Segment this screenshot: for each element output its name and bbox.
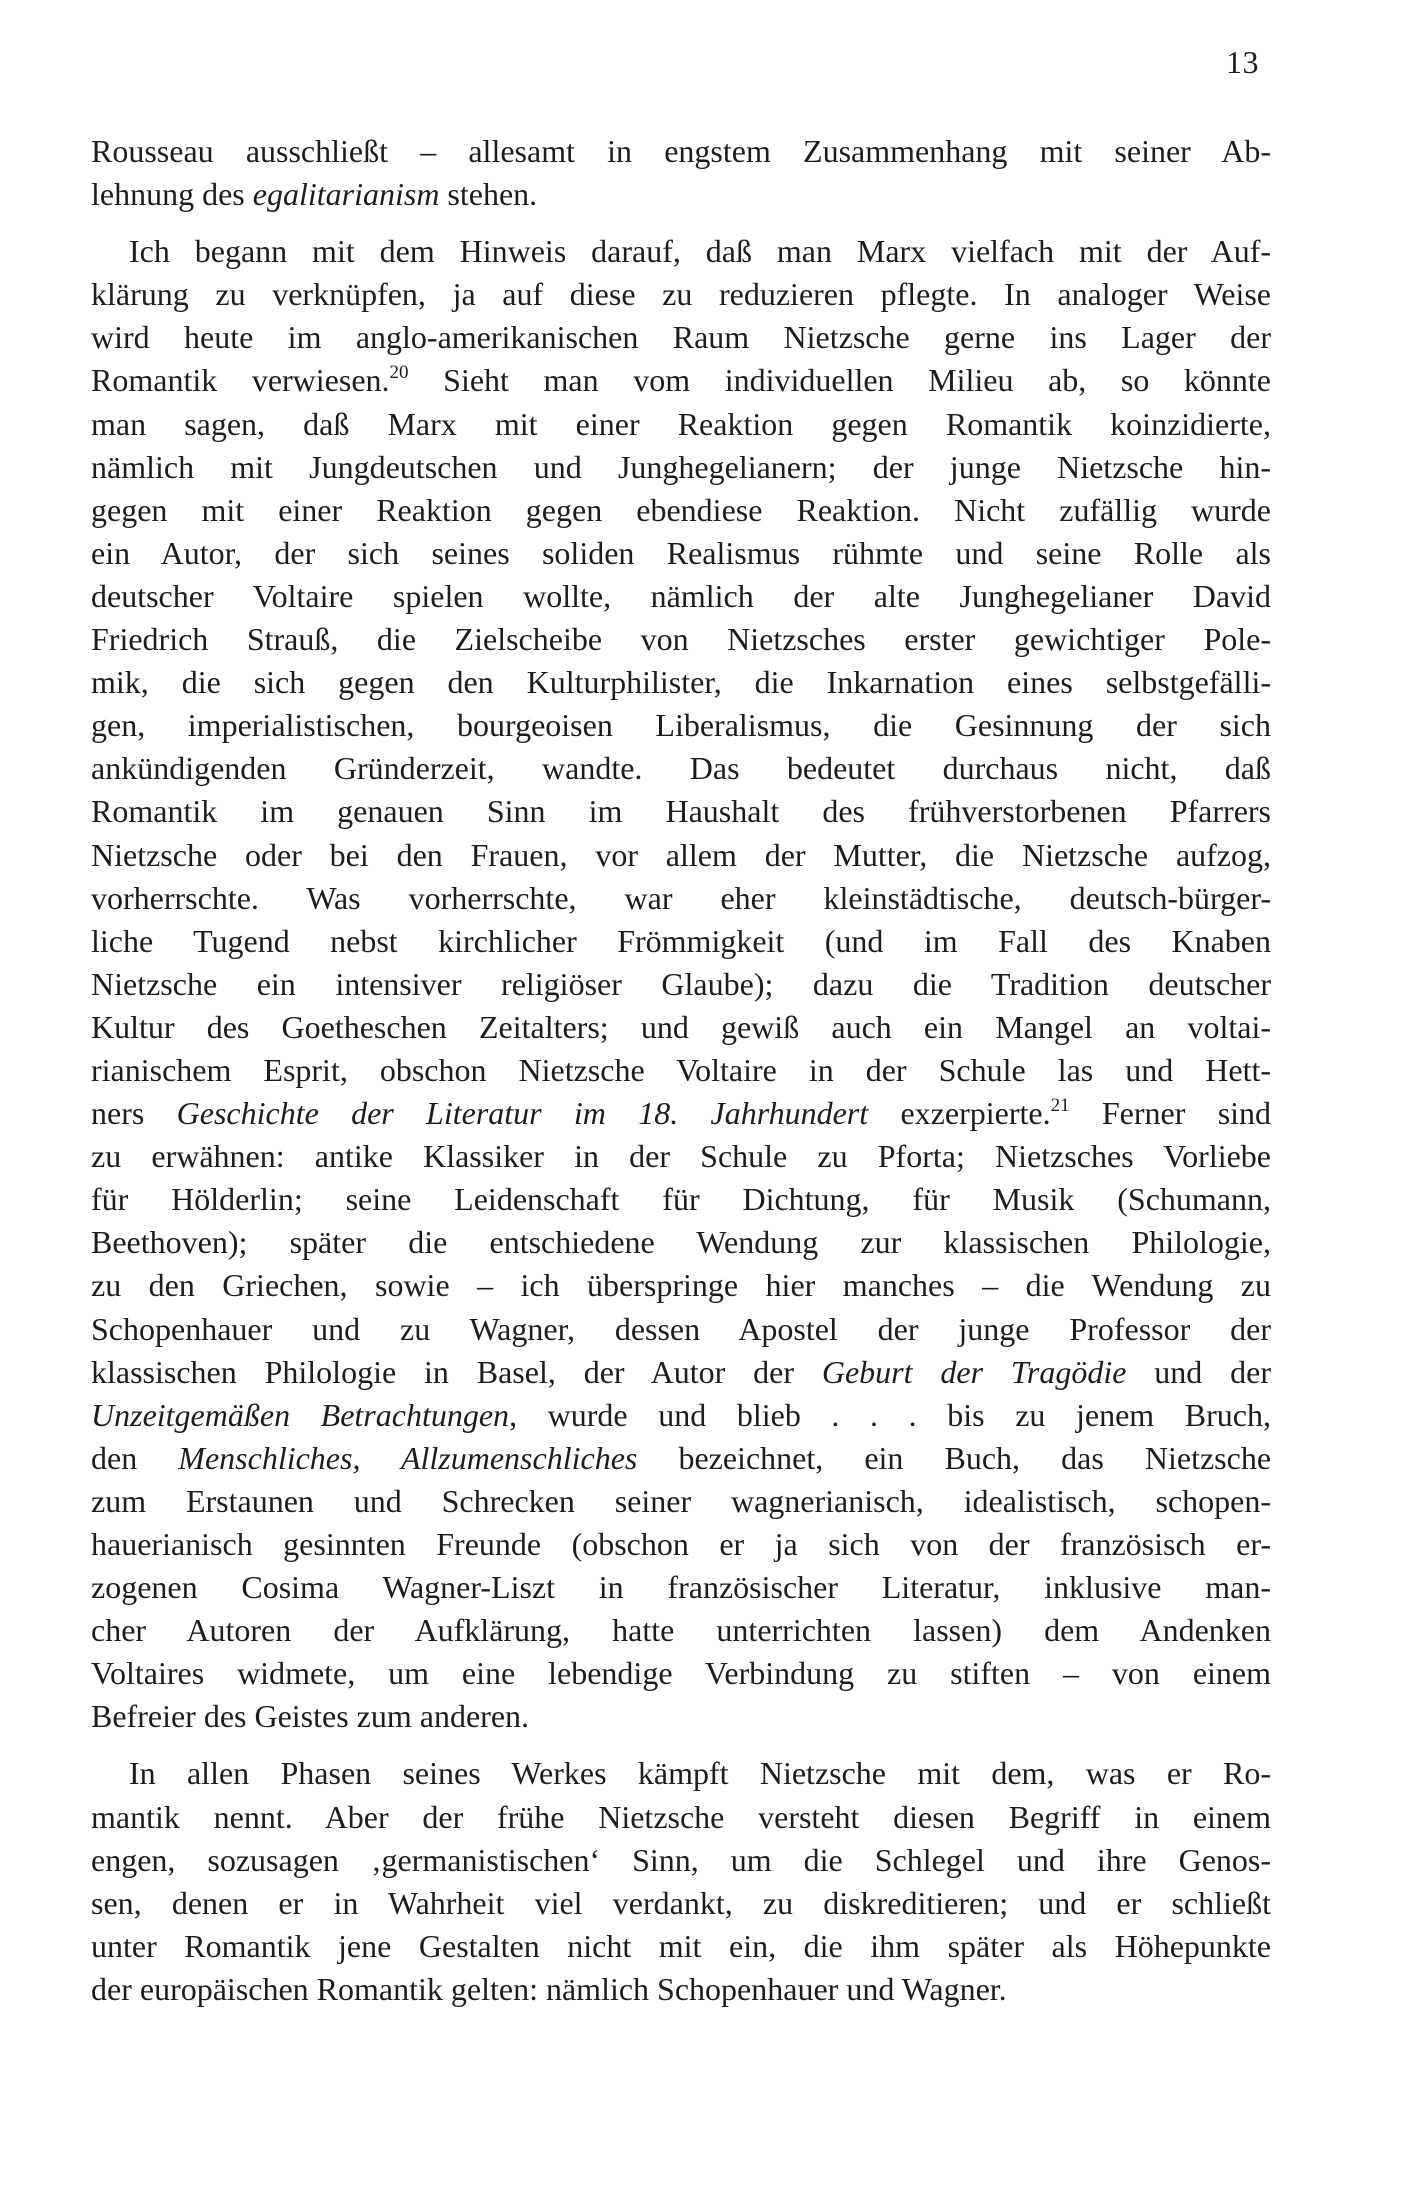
text-segment: exzerpierte. — [868, 1095, 1051, 1132]
text-line — [91, 316, 1271, 359]
text-segment: ein Autor, der sich seines soliden Realismus rühmte und seine Rolle als — [91, 534, 1271, 571]
text-line — [91, 403, 1271, 446]
text-segment: ankündigenden Gründerzeit, wandte. Das bedeutet durchaus nicht, daß — [91, 750, 1271, 787]
text-segment: Rousseau ausschließt – allesamt in engstem Zusammenhang mit seiner Ab- — [91, 133, 1271, 169]
text-segment: Ich begann mit dem Hinweis darauf, daß man Marx vielfach mit der Auf- — [129, 233, 1271, 270]
text-line — [91, 446, 1271, 489]
text-line — [91, 661, 1271, 704]
text-line — [91, 704, 1271, 747]
text-line — [91, 1394, 1271, 1437]
text-segment: unter Romantik jene Gestalten nicht mit ein, die ihm später als Höhepunkte — [91, 1927, 1271, 1964]
text-line — [91, 790, 1271, 833]
text-line — [91, 1092, 1271, 1135]
text-segment: gen, imperialistischen, bourgeoisen Liberalismus, die Gesinnung der sich — [91, 707, 1271, 744]
text-segment: vorherrschte. Was vorherrschte, war eher kleinstädtische, deutsch-bürger- — [91, 879, 1271, 916]
text-segment: rianischem Esprit, obschon Nietzsche Voltaire in der Schule las und Hett- — [91, 1051, 1271, 1088]
footnote-ref: 20 — [389, 362, 409, 384]
text-segment: wird heute im anglo-amerikanischen Raum Nietzsche gerne ins Lager der — [91, 319, 1271, 356]
text-segment: stehen. — [439, 176, 538, 213]
text-line — [91, 489, 1271, 532]
text-segment: mik, die sich gegen den Kulturphilister, die Inkarnation eines selbstgefälli- — [91, 664, 1271, 701]
text-line — [91, 1609, 1271, 1652]
text-line — [91, 1351, 1271, 1394]
text-segment: Nietzsche ein intensiver religiöser Glaube); dazu die Tradition deutscher — [91, 965, 1271, 1002]
text-line — [91, 130, 1271, 173]
text-segment: Beethoven); später die entschiedene Wendung zur klassischen Philologie, — [91, 1224, 1271, 1261]
text-segment: Befreier des Geistes zum anderen. — [91, 1698, 530, 1735]
text-line — [91, 877, 1271, 920]
text-line — [91, 1221, 1271, 1264]
paragraph — [91, 230, 1271, 1738]
text-segment: lehnung des — [91, 176, 253, 213]
text-segment: liche Tugend nebst kirchlicher Frömmigkeit (und im Fall des Knaben — [91, 922, 1271, 959]
text-segment: , wurde und blieb . . . bis zu jenem Bruch, — [509, 1396, 1271, 1433]
text-segment: zogenen Cosima Wagner-Liszt in französischer Literatur, inklusive man- — [91, 1569, 1271, 1606]
text-segment: Ferner sind — [1069, 1095, 1271, 1132]
text-segment: klärung zu verknüpfen, ja auf diese zu reduzieren pflegte. In analoger Weise — [91, 276, 1271, 313]
text-line — [91, 834, 1271, 877]
text-segment: Romantik verwiesen. — [91, 362, 390, 399]
italic-title: Geschichte der Literatur im 18. Jahrhundert — [176, 1095, 869, 1132]
text-segment: mantik nennt. Aber der frühe Nietzsche versteht diesen Begriff in einem — [91, 1798, 1271, 1835]
text-line — [91, 532, 1271, 575]
body-text — [91, 130, 1271, 2011]
text-segment: In allen Phasen seines Werkes kämpft Nietzsche mit dem, was er Ro- — [129, 1755, 1271, 1792]
text-line — [91, 618, 1271, 661]
text-line — [91, 1695, 1271, 1738]
text-line — [91, 173, 1271, 216]
text-line — [91, 1523, 1271, 1566]
paragraph — [91, 1752, 1271, 2011]
text-line — [91, 1135, 1271, 1178]
text-segment: hauerianisch gesinnten Freunde (obschon er ja sich von der französisch er- — [91, 1526, 1271, 1562]
text-segment: Kultur des Goetheschen Zeitalters; und gewiß auch ein Mangel an voltai- — [91, 1008, 1271, 1045]
text-line — [91, 1480, 1271, 1523]
text-segment: Schopenhauer und zu Wagner, dessen Apostel der junge Professor der — [91, 1310, 1271, 1347]
text-line — [91, 1925, 1271, 1968]
text-segment: gegen mit einer Reaktion gegen ebendiese Reaktion. Nicht zufällig wurde — [91, 491, 1271, 528]
italic-title: egalitarianism — [252, 176, 440, 213]
text-line — [91, 1752, 1271, 1795]
text-line — [91, 1308, 1271, 1351]
text-segment: cher Autoren der Aufklärung, hatte unterrichten lassen) dem Andenken — [91, 1612, 1271, 1649]
italic-title: Unzeitgemäßen Betrachtungen — [91, 1396, 510, 1433]
text-segment: engen, sozusagen ‚germanistischen‘ Sinn, um die Schlegel und ihre Genos- — [91, 1841, 1271, 1878]
italic-title: Menschliches, Allzumenschliches — [178, 1439, 638, 1476]
text-line — [91, 1652, 1271, 1695]
text-segment: sen, denen er in Wahrheit viel verdankt, zu diskreditieren; und er schließt — [91, 1884, 1271, 1921]
text-line — [91, 1882, 1271, 1925]
text-segment: nämlich mit Jungdeutschen und Junghegelianern; der junge Nietzsche hin- — [91, 448, 1271, 485]
footnote-ref: 21 — [1050, 1095, 1070, 1117]
text-line — [91, 1796, 1271, 1839]
text-segment: Sieht man vom individuellen Milieu ab, so könnte — [408, 362, 1271, 399]
text-segment: bezeichnet, ein Buch, das Nietzsche — [637, 1439, 1271, 1476]
text-line — [91, 1839, 1271, 1882]
text-line — [91, 1006, 1271, 1049]
text-line — [91, 747, 1271, 790]
text-segment: zu den Griechen, sowie – ich überspringe hier manches – die Wendung zu — [91, 1267, 1271, 1304]
text-segment: zu erwähnen: antike Klassiker in der Schule zu Pforta; Nietzsches Vorliebe — [91, 1138, 1271, 1175]
text-segment: ners — [91, 1095, 177, 1132]
text-segment: Romantik im genauen Sinn im Haushalt des frühverstorbenen Pfarrers — [91, 793, 1271, 830]
text-line — [91, 359, 1271, 402]
text-segment: für Hölderlin; seine Leidenschaft für Dichtung, für Musik (Schumann, — [91, 1181, 1271, 1218]
text-line — [91, 1968, 1271, 2011]
paragraph — [91, 130, 1271, 216]
text-segment: zum Erstaunen und Schrecken seiner wagnerianisch, idealistisch, schopen- — [91, 1482, 1271, 1519]
text-line — [91, 1049, 1271, 1092]
text-segment: deutscher Voltaire spielen wollte, nämlich der alte Junghegelianer David — [91, 577, 1271, 614]
text-segment: klassischen Philologie in Basel, der Autor der — [91, 1353, 822, 1390]
text-line — [91, 273, 1271, 316]
text-segment: man sagen, daß Marx mit einer Reaktion gegen Romantik koinzidierte, — [91, 405, 1271, 442]
text-segment: und der — [1126, 1353, 1271, 1390]
text-line — [91, 963, 1271, 1006]
text-line — [91, 1566, 1271, 1609]
text-segment: der europäischen Romantik gelten: nämlich Schopenhauer und Wagner. — [91, 1970, 1007, 2007]
italic-title: Geburt der Tragödie — [821, 1353, 1127, 1390]
text-segment: Nietzsche oder bei den Frauen, vor allem der Mutter, die Nietzsche aufzog, — [91, 836, 1271, 873]
text-line — [91, 230, 1271, 273]
text-segment: den — [91, 1439, 179, 1476]
text-line — [91, 1178, 1271, 1221]
text-line — [91, 1264, 1271, 1307]
text-line — [91, 1437, 1271, 1480]
text-segment: Voltaires widmete, um eine lebendige Verbindung zu stiften – von einem — [91, 1655, 1271, 1692]
text-line — [91, 920, 1271, 963]
text-line — [91, 575, 1271, 618]
text-segment: Friedrich Strauß, die Zielscheibe von Nietzsches erster gewichtiger Pole- — [91, 621, 1271, 658]
page-number: 13 — [1226, 44, 1259, 80]
